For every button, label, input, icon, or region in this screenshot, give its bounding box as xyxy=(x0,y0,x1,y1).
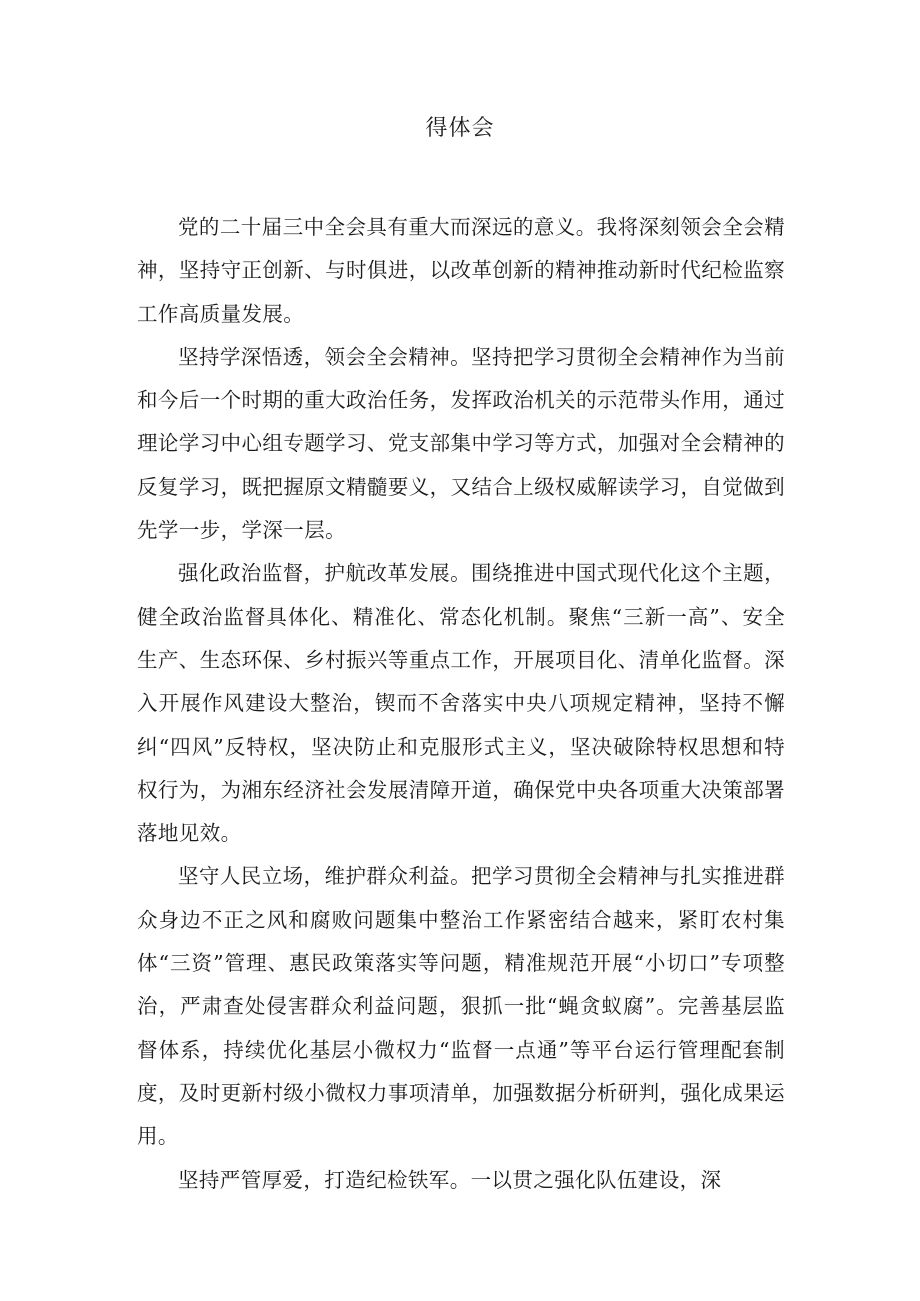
document-title: 得体会 xyxy=(425,116,495,141)
document-body xyxy=(137,206,785,1202)
paragraph-strict-management: 坚持严管厚爱，打造纪检铁军。一以贯之强化队伍建设，深 xyxy=(178,1167,722,1192)
paragraph-political-supervision: 强化政治监督，护航改革发展。围绕推进中国式现代化这个主题，健全政治监督具体化、精准化、常态化机制。聚焦“三新一高”、安全生产、生态环保、乡村振兴等重点工作，开展项目化、清单化监督。深入开展作风建设大整治，锲而不舍落实中央八项规定精神，坚持不懈纠“四风”反特权，坚决防止和克服形式主义，坚决破除特权思想和特权行为，为湘东经济社会发展清障开道，确保党中央各项重大决策部署落地见效。 xyxy=(137,561,785,846)
paragraph-study: 坚持学深悟透，领会全会精神。坚持把学习贯彻全会精神作为当前和今后一个时期的重大政治任务，发挥政治机关的示范带头作用，通过理论学习中心组专题学习、党支部集中学习等方式，加强对全会精神的反复学习，既把握原文精髓要义，又结合上级权威解读学习，自觉做到先学一步，学深一层。 xyxy=(137,344,785,543)
paragraph-intro: 党的二十届三中全会具有重大而深远的意义。我将深刻领会全会精神，坚持守正创新、与时俱进，以改革创新的精神推动新时代纪检监察工作高质量发展。 xyxy=(137,215,785,326)
paragraph-people-stance: 坚守人民立场，维护群众利益。把学习贯彻全会精神与扎实推进群众身边不正之风和腐败问题集中整治工作紧密结合越来，紧盯农村集体“三资”管理、惠民政策落实等问题，精准规范开展“小切口”专项整治，严肃查处侵害群众利益问题，狠抓一批“蝇贪蚁腐”。完善基层监督体系，持续优化基层小微权力“监督一点通”等平台运行管理配套制度，及时更新村级小微权力事项清单，加强数据分析研判，强化成果运用。 xyxy=(137,864,785,1149)
